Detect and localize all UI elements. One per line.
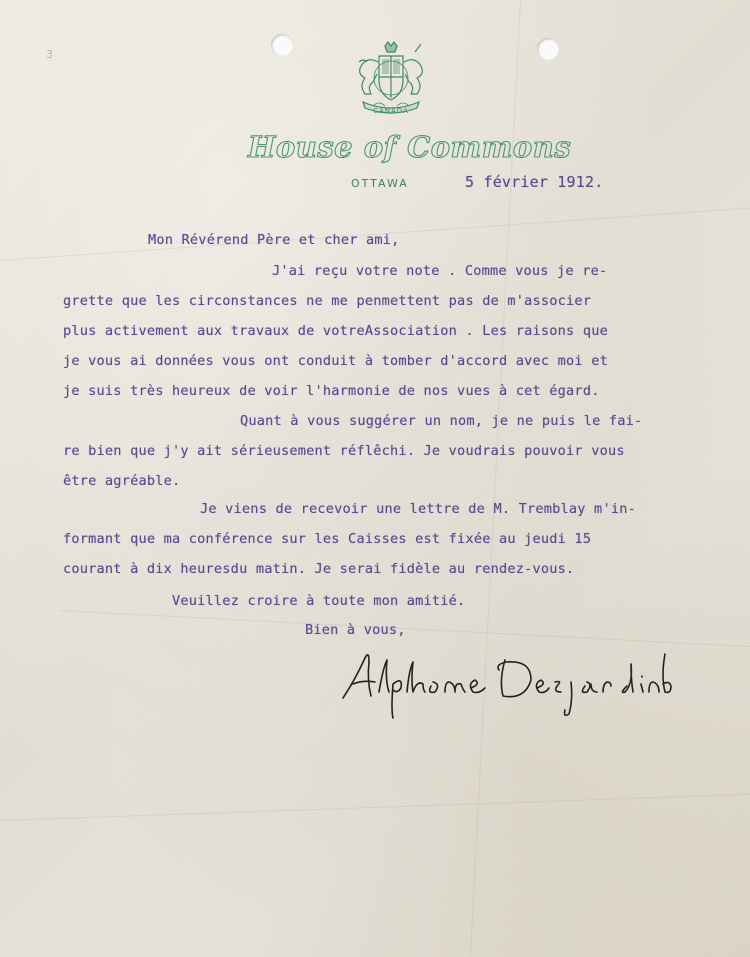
body-line: je suis très heureux de voir l'harmonie de nos vues à cet égard. — [63, 383, 600, 399]
body-line: grette que les circonstances ne me penmettent pas de m'associer — [63, 293, 592, 309]
body-line: je vous ai données vous ont conduit à tomber d'accord avec moi et — [63, 353, 608, 369]
closing-line: Bien à vous, — [305, 622, 406, 638]
closing-line: Veuillez croire à toute mon amitié. — [172, 593, 466, 609]
punch-hole-left — [271, 34, 293, 56]
body-line: Je viens de recevoir une lettre de M. Tremblay m'in- — [200, 501, 636, 517]
letterhead-city: OTTAWA — [351, 177, 409, 190]
paper-crease — [0, 793, 750, 821]
letter-date: 5 février 1912. — [465, 173, 604, 191]
body-line: J'ai reçu votre note . Comme vous je re- — [272, 263, 608, 279]
crest-caption: CANADA — [373, 107, 409, 115]
corner-mark: 3 — [46, 48, 53, 61]
body-line: courant à dix heuresdu matin. Je serai fidèle au rendez-vous. — [63, 561, 575, 577]
body-line: re bien que j'y ait sérieusement réflêchi. Je voudrais pouvoir vous — [63, 443, 625, 459]
letterhead-title: House of Commons — [248, 130, 572, 164]
salutation: Mon Révérend Père et cher ami, — [148, 232, 400, 248]
body-line: Quant à vous suggérer un nom, je ne puis le fai- — [240, 413, 643, 429]
handwritten-signature — [335, 640, 695, 720]
punch-hole-right — [537, 38, 559, 60]
body-line: plus activement aux travaux de votreAssociation . Les raisons que — [63, 323, 608, 339]
body-line: être agréable. — [63, 473, 181, 489]
body-line: formant que ma conférence sur les Caisses est fixée au jeudi 15 — [63, 531, 592, 547]
